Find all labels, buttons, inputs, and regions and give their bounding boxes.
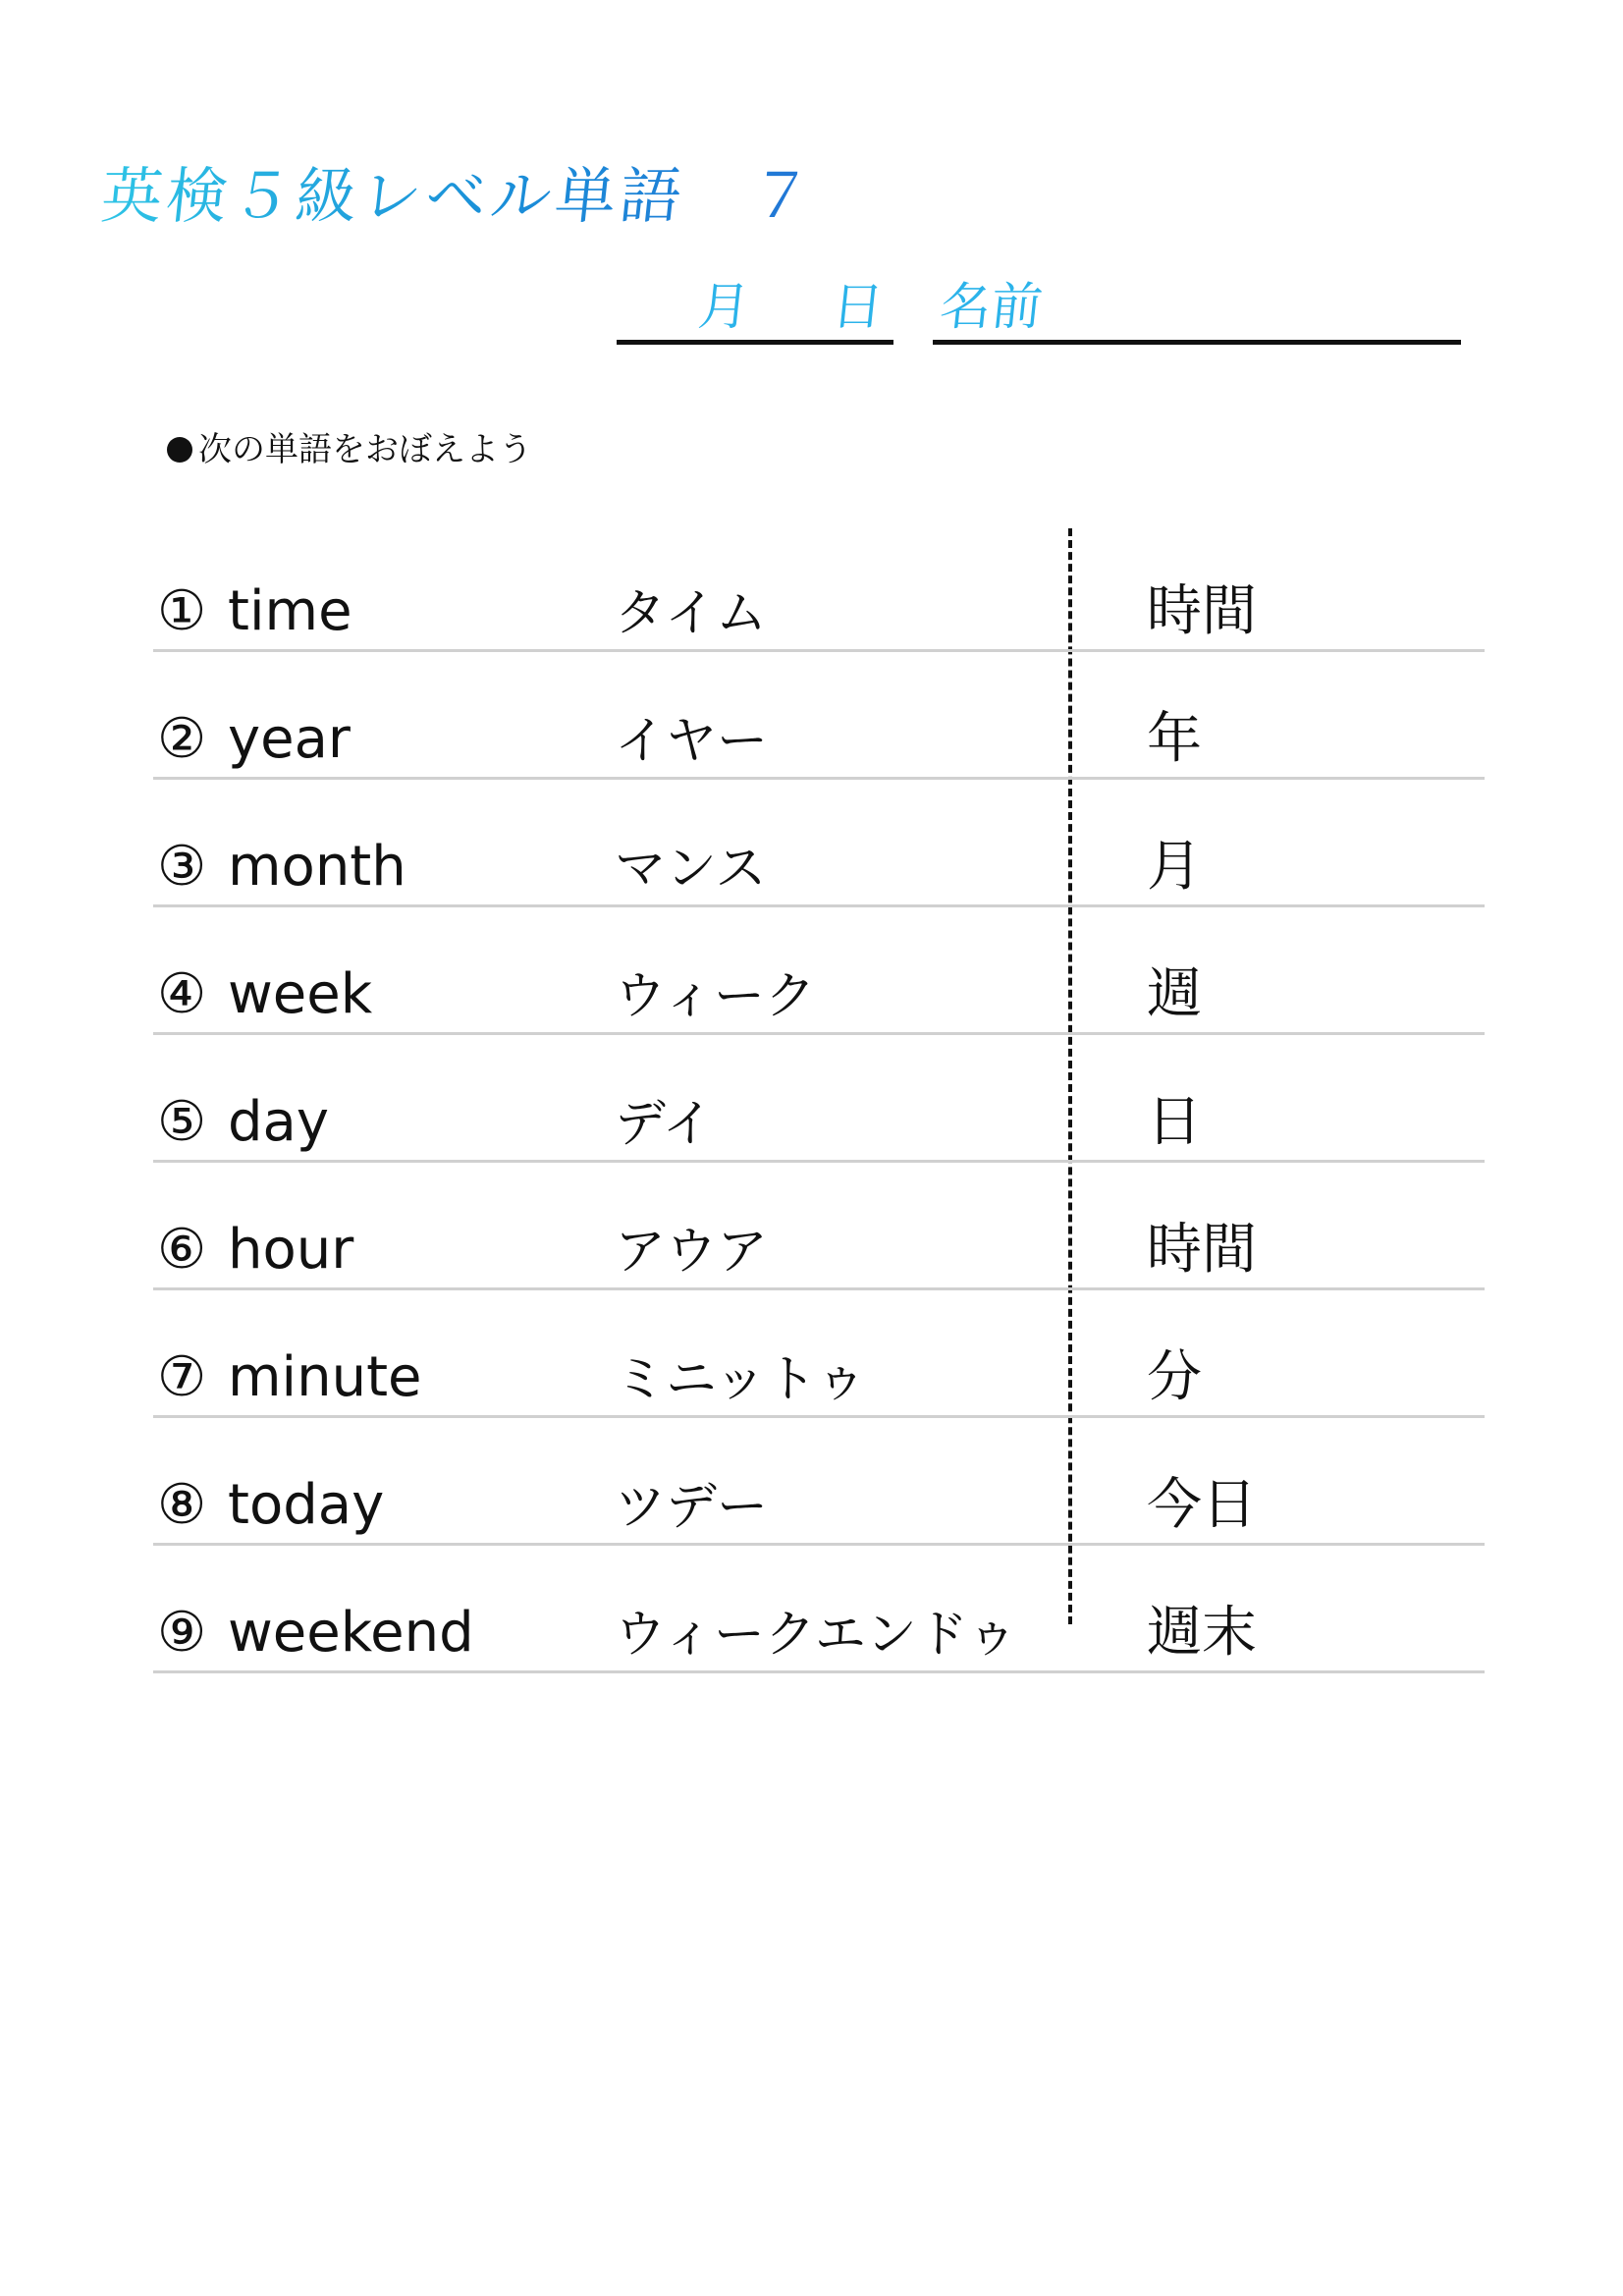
word-row	[153, 1418, 1485, 1546]
instruction-text: 次の単語をおぼえよう	[198, 430, 532, 469]
word-number: ⑧	[157, 1473, 207, 1537]
katakana-reading: ミニットゥ	[615, 1350, 867, 1409]
english-word: week	[228, 962, 373, 1026]
word-number: ⑨	[157, 1601, 207, 1665]
english-word: today	[228, 1473, 385, 1537]
date-name-header	[0, 265, 1623, 354]
word-row	[153, 652, 1485, 780]
katakana-reading: イヤー	[615, 712, 769, 771]
japanese-meaning: 分	[1147, 1345, 1202, 1409]
english-word: year	[228, 707, 351, 771]
english-word: month	[228, 835, 406, 899]
japanese-meaning: 週末	[1147, 1601, 1257, 1665]
katakana-reading: ウィーク	[615, 967, 816, 1026]
japanese-meaning: 月	[1147, 835, 1202, 899]
word-number: ③	[157, 835, 207, 899]
word-number: ⑦	[157, 1345, 207, 1409]
month-label: 月	[695, 278, 753, 337]
katakana-reading: タイム	[615, 584, 767, 643]
japanese-meaning: 時間	[1147, 1218, 1257, 1282]
katakana-reading: ウィークエンドゥ	[615, 1606, 1018, 1665]
word-number: ④	[157, 962, 207, 1026]
english-word: weekend	[228, 1601, 474, 1665]
english-word: day	[228, 1090, 330, 1154]
word-row	[153, 1163, 1485, 1290]
word-row	[153, 907, 1485, 1035]
katakana-reading: デイ	[615, 1095, 714, 1154]
word-number: ⑤	[157, 1090, 207, 1154]
instruction	[167, 422, 532, 470]
english-word: hour	[228, 1218, 354, 1282]
word-row	[153, 524, 1485, 652]
worksheet-title: 英検５級レベル単語 ７	[97, 147, 819, 235]
english-word: time	[228, 579, 352, 643]
name-write-line[interactable]	[933, 340, 1461, 345]
word-number: ⑥	[157, 1218, 207, 1282]
katakana-reading: ツデー	[615, 1478, 769, 1537]
english-word: minute	[228, 1345, 422, 1409]
bullet-icon	[167, 437, 192, 463]
japanese-meaning: 今日	[1147, 1473, 1257, 1537]
date-write-line[interactable]	[617, 340, 893, 345]
word-number: ②	[157, 707, 207, 771]
word-row	[153, 1546, 1485, 1673]
name-label: 名前	[937, 278, 1046, 337]
japanese-meaning: 時間	[1147, 579, 1257, 643]
japanese-meaning: 日	[1147, 1090, 1202, 1154]
word-row	[153, 1035, 1485, 1163]
japanese-meaning: 週	[1147, 962, 1202, 1026]
word-number: ①	[157, 579, 207, 643]
word-row	[153, 780, 1485, 907]
word-table	[153, 524, 1485, 1673]
katakana-reading: アウア	[615, 1223, 769, 1282]
japanese-meaning: 年	[1147, 707, 1202, 771]
katakana-reading: マンス	[615, 840, 767, 899]
word-row	[153, 1290, 1485, 1418]
day-label: 日	[829, 278, 887, 337]
